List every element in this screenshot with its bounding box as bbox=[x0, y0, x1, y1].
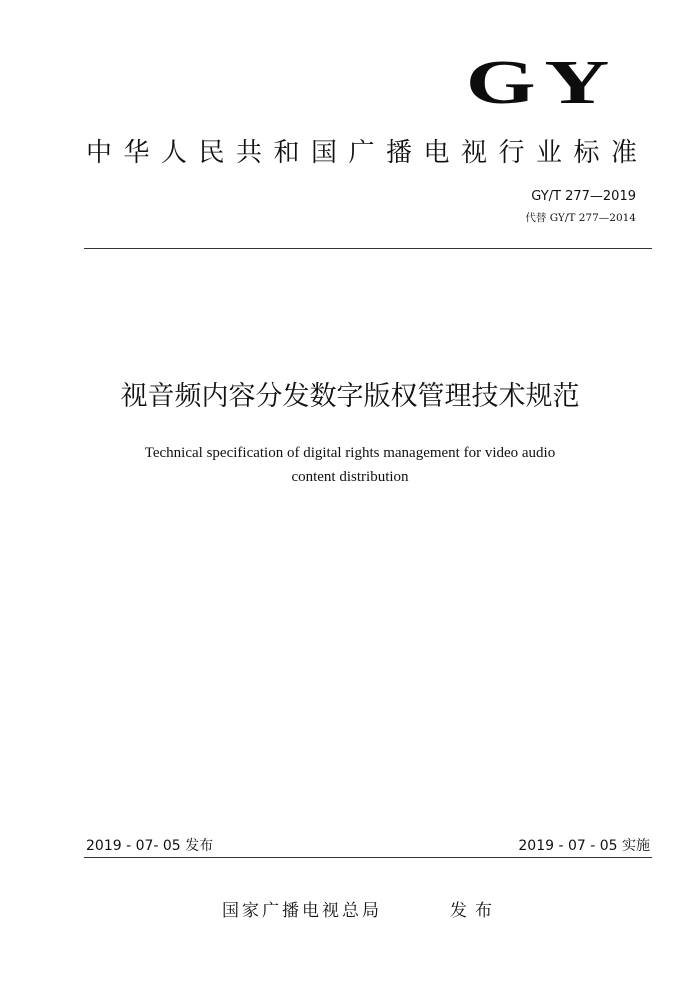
publish-date: 2019 - 07- 05 发布 bbox=[86, 838, 214, 854]
replaces-standard: 代替 GY/T 277—2014 bbox=[525, 212, 636, 224]
header-divider bbox=[84, 248, 652, 249]
implementation-date: 2019 - 07 - 05 实施 bbox=[518, 838, 650, 854]
issued-label: 发布 bbox=[450, 901, 500, 921]
gy-logo: GY bbox=[465, 49, 618, 117]
english-title-line-1: Technical specification of digital rights management for video audio bbox=[144, 445, 556, 461]
issuing-authority: 国家广播电视总局 bbox=[222, 901, 382, 921]
english-title-line-2: content distribution bbox=[291, 469, 409, 485]
industry-standard-heading: 中华人民共和国广播电视行业标准 bbox=[86, 138, 649, 168]
document-title-chinese: 视音频内容分发数字版权管理技术规范 bbox=[120, 381, 580, 412]
standard-number: GY/T 277—2019 bbox=[531, 189, 636, 204]
document-title-english bbox=[100, 441, 600, 489]
footer-divider bbox=[84, 857, 652, 858]
